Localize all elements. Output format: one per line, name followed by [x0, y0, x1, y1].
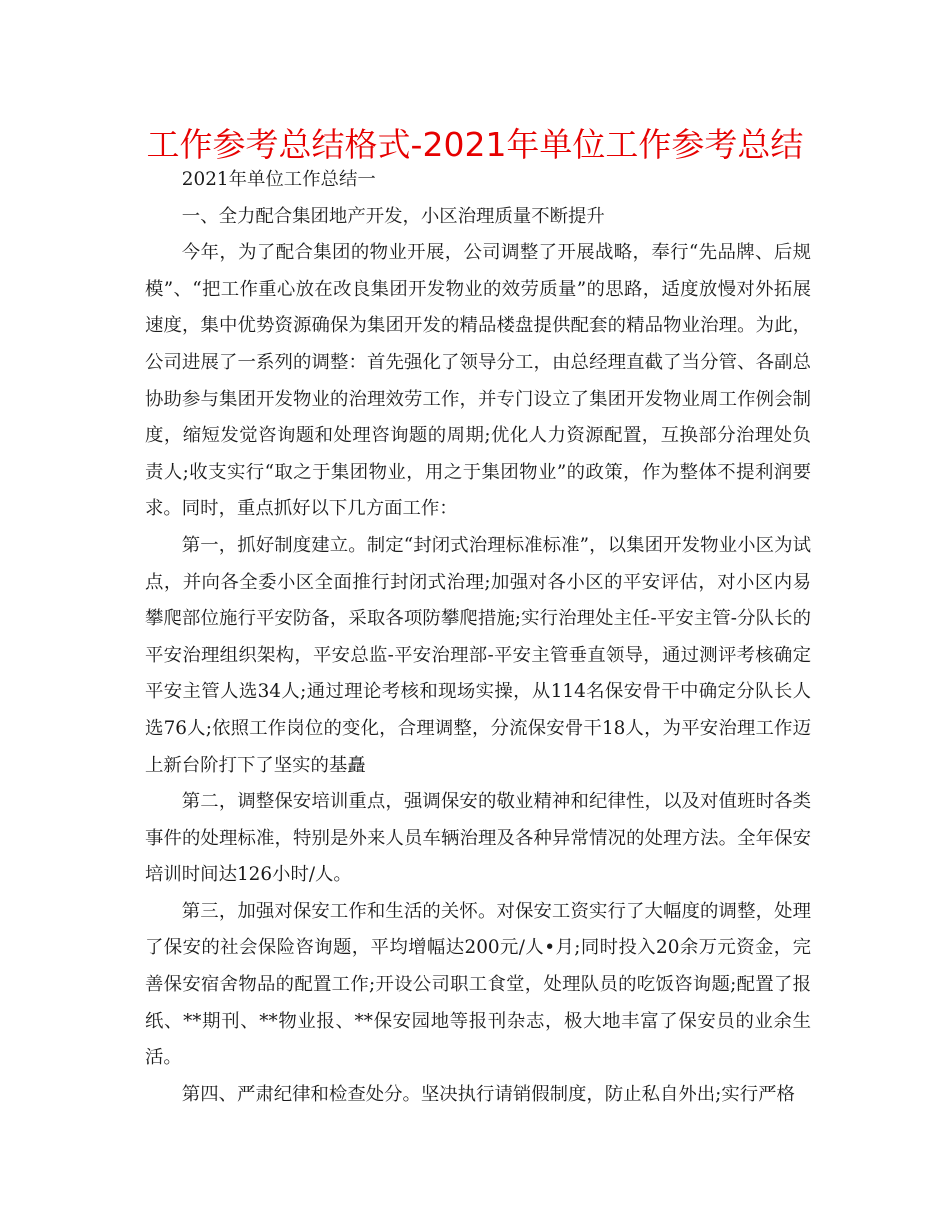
paragraph: 第二，调整保安培训重点，强调保安的敬业精神和纪律性，以及对值班时各类事件的处理标准，特别是外来人员车辆治理及各种异常情况的处理方法。全年保安培训时间达126小时/人。 [145, 791, 811, 886]
paragraph-subtitle: 2021年单位工作总结一 [181, 169, 376, 190]
document-body [145, 162, 811, 1113]
document-title: 工作参考总结格式-2021年单位工作参考总结 [146, 125, 804, 164]
paragraph: 今年，为了配合集团的物业开展，公司调整了开展战略，奉行“先品牌、后规模”、“把工作重心放在改良集团开发物业的效劳质量”的思路，适度放慢对外拓展速度，集中优势资源确保为集团开发的精品楼盘提供配套的精品物业治理。为此，公司进展了一系列的调整：首先强化了领导分工，由总经理直截了当分管、各副总协助参与集团开发物业的治理效劳工作，并专门设立了集团开发物业周工作例会制度，缩短发觉咨询题和处理咨询题的周期;优化人力资源配置，互换部分治理处负责人;收支实行“取之于集团物业，用之于集团物业”的政策，作为整体不提利润要求。同时，重点抓好以下几方面工作： [145, 242, 811, 520]
paragraph: 第四、严肃纪律和检查处分。坚决执行请销假制度，防止私自外出;实行严格 [181, 1083, 795, 1105]
paragraph: 第一，抓好制度建立。制定“封闭式治理标准标准”，以集团开发物业小区为试点，并向各全委小区全面推行封闭式治理;加强对各小区的平安评估，对小区内易攀爬部位施行平安防备，采取各项防攀爬措施;实行治理处主任-平安主管-分队长的平安治理组织架构，平安总监-平安治理部-平安主管垂直领导，通过测评考核确定平安主管人选34人;通过理论考核和现场实操，从114名保安骨干中确定分队长人选76人;依照工作岗位的变化，合理调整，分流保安骨干18人，为平安治理工作迈上新台阶打下了坚实的基矗 [145, 534, 811, 776]
paragraph: 第三，加强对保安工作和生活的关怀。对保安工资实行了大幅度的调整，处理了保安的社会保险咨询题，平均增幅达200元/人•月;同时投入20余万元资金，完善保安宿舍物品的配置工作;开设公司职工食堂，处理队员的吃饭咨询题;配置了报纸、**期刊、**物业报、**保安园地等报刊杂志，极大地丰富了保安员的业余生活。 [145, 900, 811, 1069]
paragraph-section-heading: 一、全力配合集团地产开发，小区治理质量不断提升 [181, 205, 605, 227]
